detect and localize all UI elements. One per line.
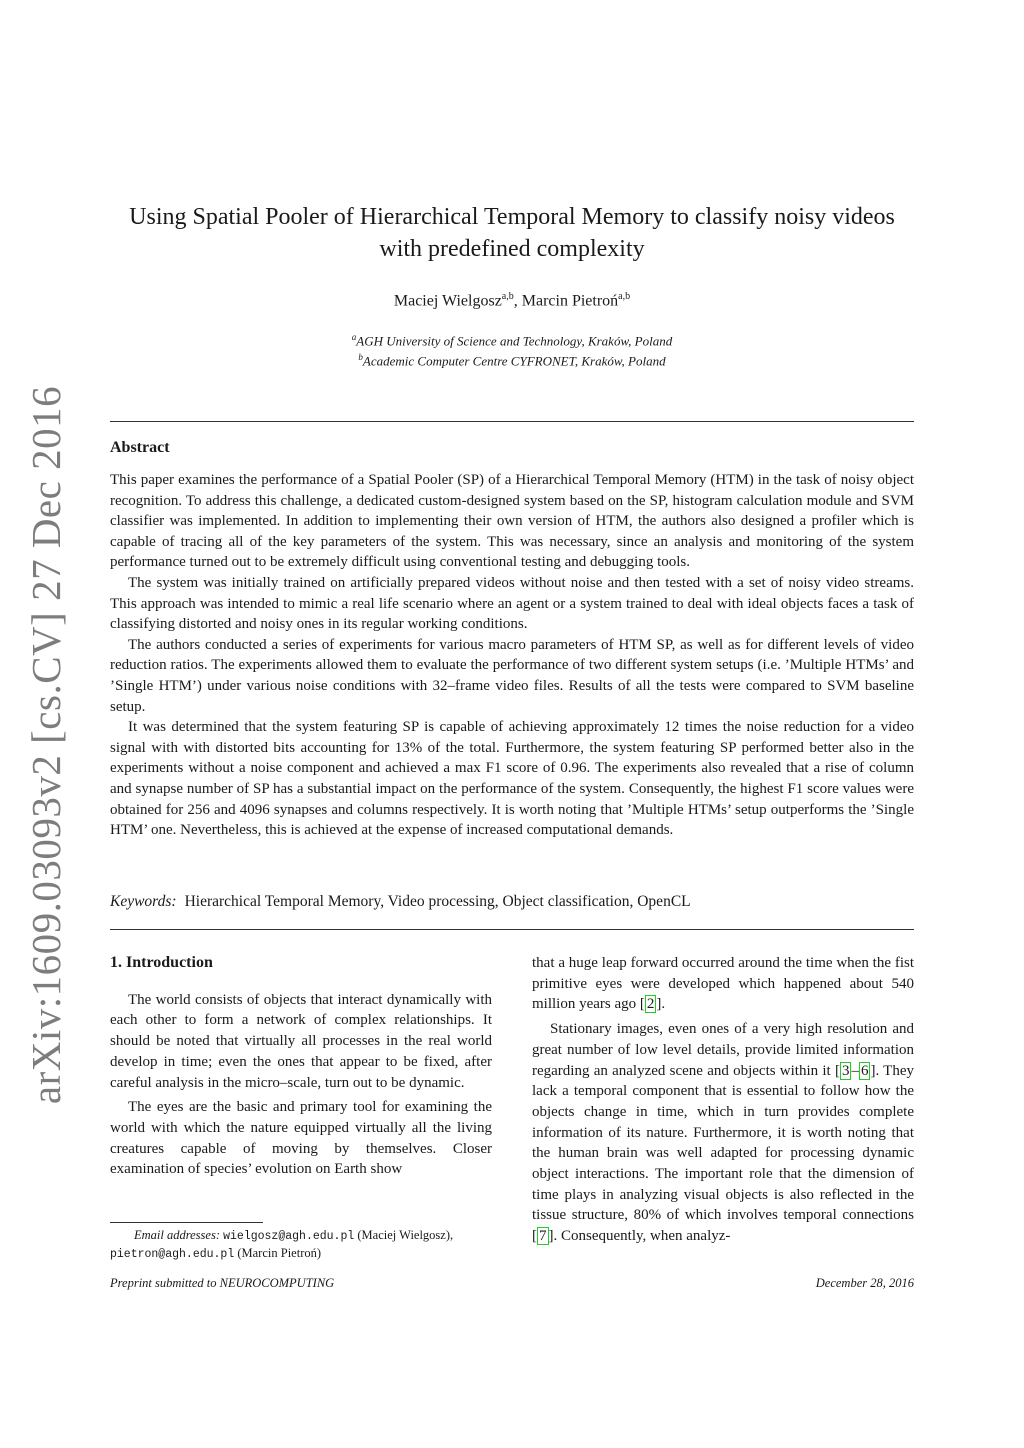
title-line-1: Using Spatial Pooler of Hierarchical Temporal Memory to classify noisy videos (129, 204, 895, 230)
intro-paragraph: The eyes are the basic and primary tool for examining the world with which the nature equipped virtually all the living creatures capable of moving by themselves. Closer examination of species’ evolution on Earth show (110, 1099, 492, 1178)
intro-paragraph: The world consists of objects that interact dynamically with each other to form a network of complex relationships. It should be noted that virtually all processes in the real world develop in time; even the ones that appear to be fixed, after careful analysis in the micro–scale, turn out to be dynamic. (110, 991, 492, 1091)
footer-date: December 28, 2016 (815, 1276, 914, 1290)
abstract-paragraph: This paper examines the performance of a Spatial Pooler (SP) of a Hierarchical Temporal Memory (HTM) in the task of noisy object recognition. To address this challenge, a dedicated custom-designed system based on the SP, histogram calculation module and SVM classifier was implemented. In addition to implementing their own version of HTM, the authors also designed a profiler which is capable of tracing all of the key parameters of the system. This was necessary, since an analysis and monitoring of the system performance turned out to be extremely difficult using conventional testing and debugging tools. (110, 472, 914, 571)
abstract-paragraph: The authors conducted a series of experiments for various macro parameters of HTM SP, as well as for different levels of video reduction ratios. The experiments allowed them to evaluate the performance of two different system setups (i.e. ’Multiple HTMs’ and ’Single HTM’) under various noise conditions with 32–frame video files. Results of all the tests were compared to SVM baseline setup. (110, 636, 914, 715)
affiliations (110, 329, 914, 370)
email-link[interactable]: wielgosz@agh.edu.pl (223, 1230, 355, 1243)
affiliation-line (110, 329, 914, 349)
title-line-2: with predefined complexity (379, 236, 645, 262)
affiliation-mark: b (358, 352, 363, 363)
abstract-bottom-rule (110, 929, 914, 930)
citation-link[interactable]: 7 (539, 1228, 547, 1245)
left-column (110, 953, 492, 1180)
paragraph-text: ]. (656, 996, 666, 1013)
abstract-top-rule (110, 421, 914, 422)
email-link[interactable]: pietron@agh.edu.pl (110, 1248, 235, 1261)
author-list: Maciej Wielgosz$^{a,b}$, Marcin Pietroń$^{a,b}$ (393, 291, 631, 310)
arxiv-identifier-stamp: arXiv:1609.03093v2 [cs.CV] 27 Dec 2016 (23, 385, 69, 1105)
footnote-label: Email addresses: (134, 1228, 220, 1242)
author-affil-mark: a,b (501, 291, 514, 302)
footnote-text (110, 1227, 492, 1263)
footnote-email-addresses (110, 1227, 492, 1263)
affiliation-mark: a (351, 332, 357, 342)
affiliation-text: Academic Computer Centre CYFRONET, Kraków, Poland (362, 353, 666, 369)
abstract-heading: Abstract (110, 439, 170, 456)
citation-link[interactable]: 6 (860, 1062, 869, 1079)
citation-link[interactable]: 3 (841, 1062, 850, 1079)
section-heading-introduction: 1. Introduction (110, 954, 213, 971)
citation-range-dash: – (851, 1062, 859, 1079)
intro-paragraph (532, 1019, 914, 1247)
keywords-list: Hierarchical Temporal Memory, Video processing, Object classification, OpenCL (184, 893, 691, 910)
right-column (532, 953, 914, 1247)
author-affil-mark: a,b (618, 291, 631, 302)
keywords (110, 893, 914, 911)
affiliation-line (110, 349, 914, 369)
paragraph-text: Stationary images, even ones of a very high resolution and great number of low level details, provide limited information regarding an analyzed scene and objects within it [ (532, 1021, 914, 1079)
author-name: Maciej Wielgosz (393, 292, 502, 310)
paragraph-text: ]. Consequently, when analyz- (548, 1228, 731, 1245)
author-name: Marcin Pietroń (521, 292, 619, 310)
footer-venue: Preprint submitted to NEUROCOMPUTING (110, 1276, 335, 1290)
footnote-author: (Marcin Pietroń) (237, 1246, 322, 1260)
intro-paragraph (532, 953, 914, 1015)
footnote-author: (Maciej Wielgosz), (357, 1228, 454, 1242)
footnote-rule (110, 1222, 263, 1223)
paper-title (110, 201, 914, 265)
keywords-label: Keywords: (110, 893, 177, 910)
paragraph-text: that a huge leap forward occurred around the time when the fist primitive eyes were developed which happened about 540 million years ago [ (532, 955, 914, 1013)
paragraph-text: ]. They lack a temporal component that is essential to follow how the objects change in time, which in turn provides complete information of its nature. Furthermore, it is worth noting that the human brain was well adapted for processing dynamic object interactions. The important role that the dimension of time plays in analyzing visual objects is also reflected in the tissue structure, 80% of which involves temporal connections [ (532, 1062, 914, 1245)
abstract-paragraph: It was determined that the system featuring SP is capable of achieving approximately 12 times the noise reduction for a video signal with with distorted bits accounting for 13% of the total. Furthermore, the system featuring SP performed better also in the experiments without a noise component and achieved a max F1 score of 0.96. The experiments also revealed that a rise of column and synapse number of SP has a substantial impact on the performance of the system. Consequently, the highest F1 score values were obtained for 256 and 4096 synapses and columns respectively. It is worth noting that ’Multiple HTMs’ setup outperforms the ’Single HTM’ one. Nevertheless, this is achieved at the expense of increased computational demands. (110, 719, 914, 839)
abstract-body (110, 470, 914, 841)
citation-link[interactable]: 2 (646, 996, 655, 1013)
abstract-paragraph: The system was initially trained on artificially prepared videos without noise and then tested with a set of noisy video streams. This approach was intended to mimic a real life scenario where an agent or a system trained to deal with ideal objects faces a task of classifying distorted and noisy ones in its regular working conditions. (110, 574, 914, 633)
affiliation-text: AGH University of Science and Technology, Kraków, Poland (356, 333, 673, 349)
